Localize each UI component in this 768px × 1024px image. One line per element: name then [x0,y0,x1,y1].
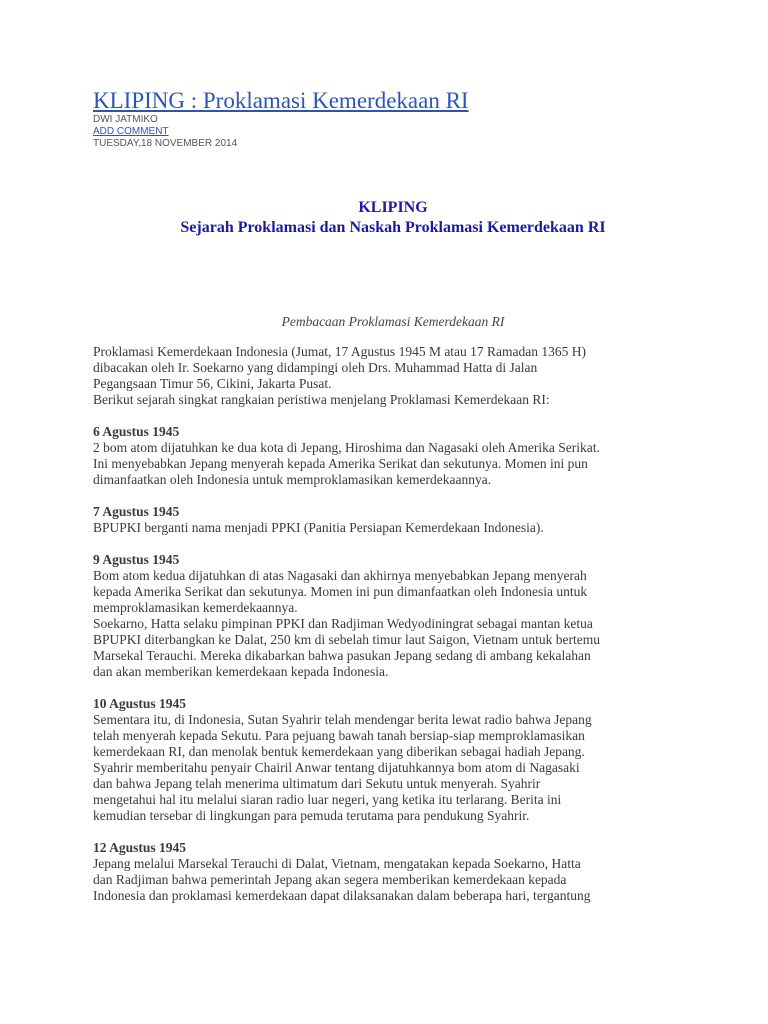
intro-line: Pegangsaan Timur 56, Cikini, Jakarta Pusat. [93,376,332,391]
section-date: 10 Agustus 1945 [93,696,187,711]
section-body [93,520,693,536]
section-date: 9 Agustus 1945 [93,552,180,567]
body-line: kepada Amerika Serikat dan sekutunya. Momen ini pun dimanfaatkan oleh Indonesia untuk [93,584,588,599]
document-heading [93,198,693,238]
body-line: Indonesia dan proklamasi kemerdekaan dapat dilaksanakan dalam beberapa hari, tergantung [93,888,591,903]
body-line: Ini menyebabkan Jepang menyerah kepada Amerika Serikat dan sekutunya. Momen ini pun [93,456,588,471]
timeline-section [93,504,693,536]
heading-line-1: KLIPING [358,199,428,216]
body-line: kemerdekaan RI, dan menolak bentuk kemerdekaan yang diberikan sebagai hadiah Jepang. [93,744,585,759]
image-caption: Pembacaan Proklamasi Kemerdekaan RI [281,314,505,329]
body-line: BPUPKI berganti nama menjadi PPKI (Panitia Persiapan Kemerdekaan Indonesia). [93,520,544,535]
body-line: mengetahui hal itu melalui siaran radio luar negeri, yang ketika itu terlarang. Berita ini [93,792,562,807]
heading-line-2: Sejarah Proklamasi dan Naskah Proklamasi Kemerdekaan RI [180,219,606,236]
timeline-section [93,840,693,904]
body-line: Soekarno, Hatta selaku pimpinan PPKI dan Radjiman Wedyodiningrat sebagai mantan ketua [93,616,593,631]
timeline-section [93,696,693,824]
timeline-section [93,552,693,680]
intro-line: Proklamasi Kemerdekaan Indonesia (Jumat, 17 Agustus 1945 M atau 17 Ramadan 1365 H) [93,344,587,359]
body-line: dan bahwa Jepang telah menerima ultimatum dari Sekutu untuk menyerah. Syahrir [93,776,541,791]
body-line: telah menyerah kepada Sekutu. Para pejuang bawah tanah bersiap-siap memproklamasikan [93,728,585,743]
body-line: kemudian tersebar di lingkungan para pemuda terutama para pendukung Syahrir. [93,808,530,823]
section-date: 7 Agustus 1945 [93,504,180,519]
intro-line: Berikut sejarah singkat rangkaian peristiwa menjelang Proklamasi Kemerdekaan RI: [93,392,550,407]
post-meta [93,114,693,150]
body-line: Sementara itu, di Indonesia, Sutan Syahrir telah mendengar berita lewat radio bahwa Jepang [93,712,592,727]
body-line: Bom atom kedua dijatuhkan di atas Nagasaki dan akhirnya menyebabkan Jepang menyerah [93,568,587,583]
section-body [93,568,693,680]
body-line: memproklamasikan kemerdekaannya. [93,600,298,615]
intro-paragraph [93,344,693,408]
intro-line: dibacakan oleh Ir. Soekarno yang didampingi oleh Drs. Muhammad Hatta di Jalan [93,360,538,375]
body-line: Syahrir memberitahu penyair Chairil Anwar tentang dijatuhkannya bom atom di Nagasaki [93,760,580,775]
section-date: 6 Agustus 1945 [93,424,180,439]
body-line: BPUPKI diterbangkan ke Dalat, 250 km di sebelah timur laut Saigon, Vietnam untuk bertemu [93,632,600,647]
section-body [93,440,693,488]
body-line: 2 bom atom dijatuhkan ke dua kota di Jepang, Hiroshima dan Nagasaki oleh Amerika Serikat. [93,440,600,455]
section-body [93,712,693,824]
post-title-link[interactable]: KLIPING : Proklamasi Kemerdekaan RI [93,88,469,113]
post-date: TUESDAY,18 NOVEMBER 2014 [93,138,238,149]
body-line: dimanfaatkan oleh Indonesia untuk memproklamasikan kemerdekaannya. [93,472,492,487]
body-line: Marsekal Terauchi. Mereka dikabarkan bahwa pasukan Jepang sedang di ambang kekalahan [93,648,591,663]
body-line: dan Radjiman bahwa pemerintah Jepang akan segera memberikan kemerdekaan kepada [93,872,567,887]
section-date: 12 Agustus 1945 [93,840,187,855]
article [93,88,693,904]
post-author: DWI JATMIKO [93,114,158,125]
timeline-section [93,424,693,488]
add-comment-link[interactable]: ADD COMMENT [93,126,169,137]
body-line: Jepang melalui Marsekal Terauchi di Dalat, Vietnam, mengatakan kepada Soekarno, Hatta [93,856,581,871]
body-line: dan akan memberikan kemerdekaan kepada Indonesia. [93,664,389,679]
section-body [93,856,693,904]
